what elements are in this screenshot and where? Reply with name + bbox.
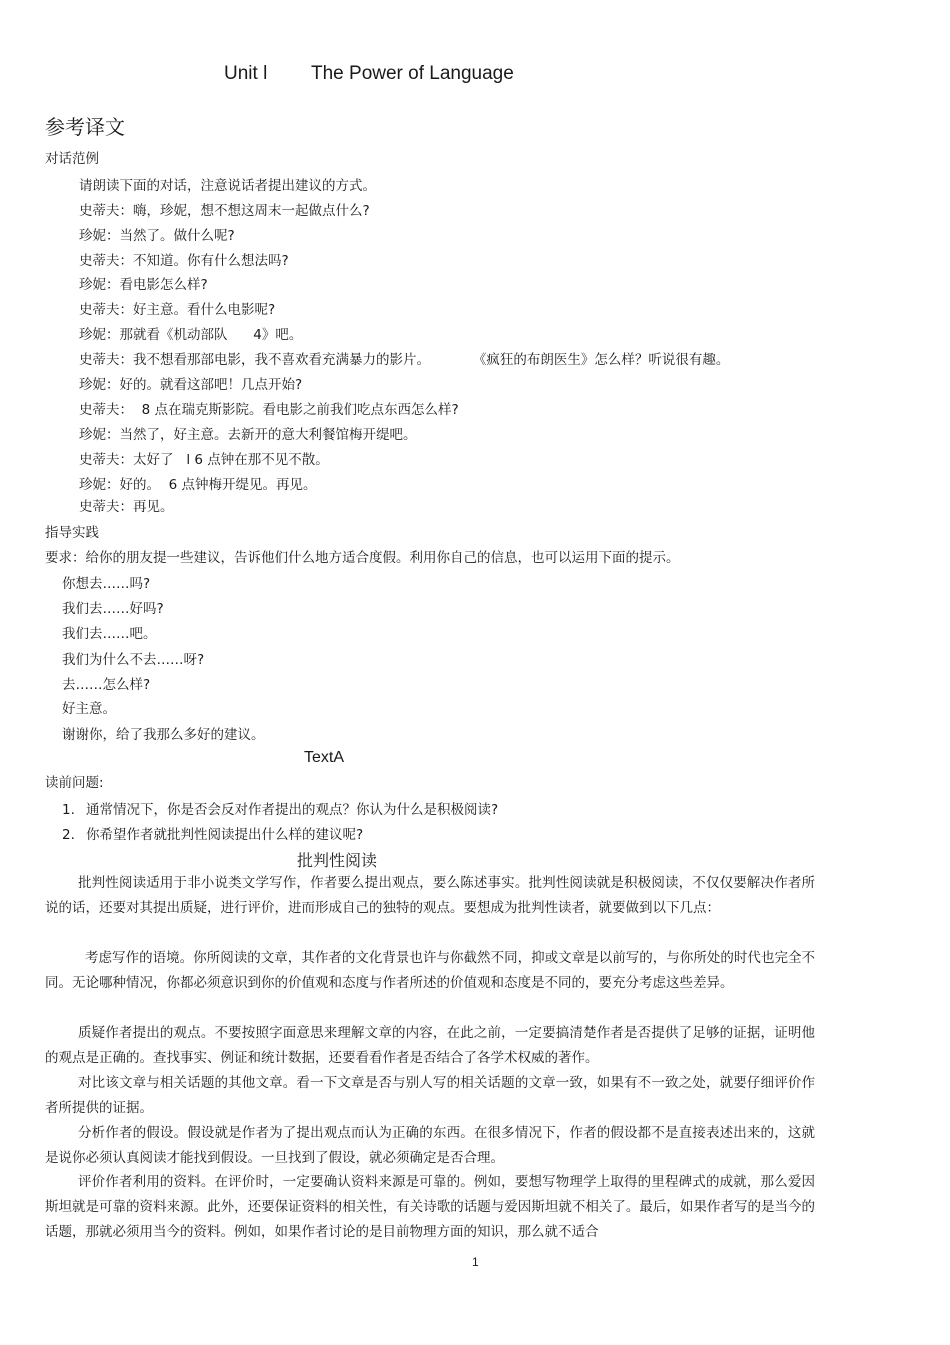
article-paragraph: 评价作者利用的资料。在评价时，一定要确认资料来源是可靠的。例如，要想写物理学上取得的里程碑式的成就，那么爱因斯坦就是可靠的资料来源。此外，还要保证资料的相关性，有关诗歌的话题与爱因斯坦就不相关了。最后，如果作者写的是当今的话题，那就必须用当今的资料。例如，如果作者讨论的是目前物理方面的知识，那么就不适合 <box>45 1174 815 1240</box>
dialogue-line: 史蒂夫：好主意。看什么电影呢? <box>79 302 276 318</box>
dialogue-line: 珍妮：好的。就看这部吧！几点开始? <box>79 377 303 393</box>
question-text: 通常情况下，你是否会反对作者提出的观点？你认为什么是积极阅读? <box>86 802 499 818</box>
practice-prompt: 谢谢你，给了我那么多好的建议。 <box>62 727 265 743</box>
article-paragraph: 批判性阅读适用于非小说类文学写作，作者要么提出观点，要么陈述事实。批判性阅读就是积极阅读，不仅仅要解决作者所说的话，还要对其提出质疑，进行评价，进而形成自己的独特的观点。要想成为批判性读者，就要做到以下几点： <box>45 875 815 916</box>
practice-prompt: 好主意。 <box>62 701 116 717</box>
article-title: 批判性阅读 <box>297 851 378 870</box>
article-paragraph: 对比该文章与相关话题的其他文章。看一下文章是否与别人写的相关话题的文章一致，如果有不一致之处，就要仔细评价作者所提供的证据。 <box>45 1075 815 1116</box>
dialogue-line: 史蒂夫：嗨，珍妮，想不想这周末一起做点什么? <box>79 203 370 219</box>
practice-requirement: 要求：给你的朋友提一些建议，告诉他们什么地方适合度假。利用你自己的信息，也可以运用下面的提示。 <box>45 550 680 566</box>
dialogue-line: 珍妮：好的。 6 点钟梅开缇见。再见。 <box>79 477 317 493</box>
dialogue-line: 珍妮：当然了，好主意。去新开的意大利餐馆梅开缇吧。 <box>79 427 417 443</box>
dialogue-line: 史蒂夫： 8 点在瑞克斯影院。看电影之前我们吃点东西怎么样? <box>79 402 459 418</box>
article-paragraph: 考虑写作的语境。你所阅读的文章，其作者的文化背景也许与你截然不同，抑或文章是以前写的，与你所处的时代也完全不同。无论哪种情况，你都必须意识到你的价值观和态度与作者所述的价值观和态度是不同的，要充分考虑这些差异。 <box>45 950 815 991</box>
article-paragraph: 分析作者的假设。假设就是作者为了提出观点而认为正确的东西。在很多情况下，作者的假设都不是直接表述出来的，这就是说你必须认真阅读才能找到假设。一旦找到了假设，就必须确定是否合理。 <box>45 1125 815 1166</box>
dialogue-line: 史蒂夫：再见。 <box>79 499 174 515</box>
practice-prompt: 去……怎么样? <box>62 677 151 693</box>
question-text: 你希望作者就批判性阅读提出什么样的建议呢? <box>86 827 364 843</box>
question-number: 1. <box>62 802 75 818</box>
dialogue-line: 史蒂夫：不知道。你有什么想法吗? <box>79 253 289 269</box>
dialogue-line: 珍妮：看电影怎么样? <box>79 277 208 293</box>
unit-label: Unit l <box>224 63 268 84</box>
question-number: 2. <box>62 827 75 843</box>
practice-prompt: 我们为什么不去……呀? <box>62 652 205 668</box>
practice-heading: 指导实践 <box>45 525 99 541</box>
dialogue-line: 史蒂夫：太好了 l 6 点钟在那不见不散。 <box>79 452 329 468</box>
dialogue-line: 珍妮：当然了。做什么呢? <box>79 228 235 244</box>
pre-reading-heading: 读前问题: <box>45 775 104 791</box>
dialogue-intro: 请朗读下面的对话，注意说话者提出建议的方式。 <box>79 178 376 194</box>
page-number: 1 <box>472 1255 479 1269</box>
text-a-label: TextA <box>304 749 345 766</box>
practice-prompt: 你想去……吗? <box>62 576 151 592</box>
practice-prompt: 我们去……好吗? <box>62 601 164 617</box>
article-paragraph: 质疑作者提出的观点。不要按照字面意思来理解文章的内容，在此之前，一定要搞清楚作者是否提供了足够的证据，证明他的观点是正确的。查找事实、例证和统计数据，还要看看作者是否结合了各学术权威的著作。 <box>45 1025 815 1066</box>
practice-prompt: 我们去……吧。 <box>62 626 157 642</box>
dialogue-heading: 对话范例 <box>45 151 99 167</box>
section-title: 参考译文 <box>45 115 125 139</box>
dialogue-line: 史蒂夫：我不想看那部电影，我不喜欢看充满暴力的影片。 《疯狂的布朗医生》怎么样？听说很有趣。 <box>79 352 730 368</box>
page-title: The Power of Language <box>311 63 514 84</box>
dialogue-line: 珍妮：那就看《机动部队 4》吧。 <box>79 327 303 343</box>
